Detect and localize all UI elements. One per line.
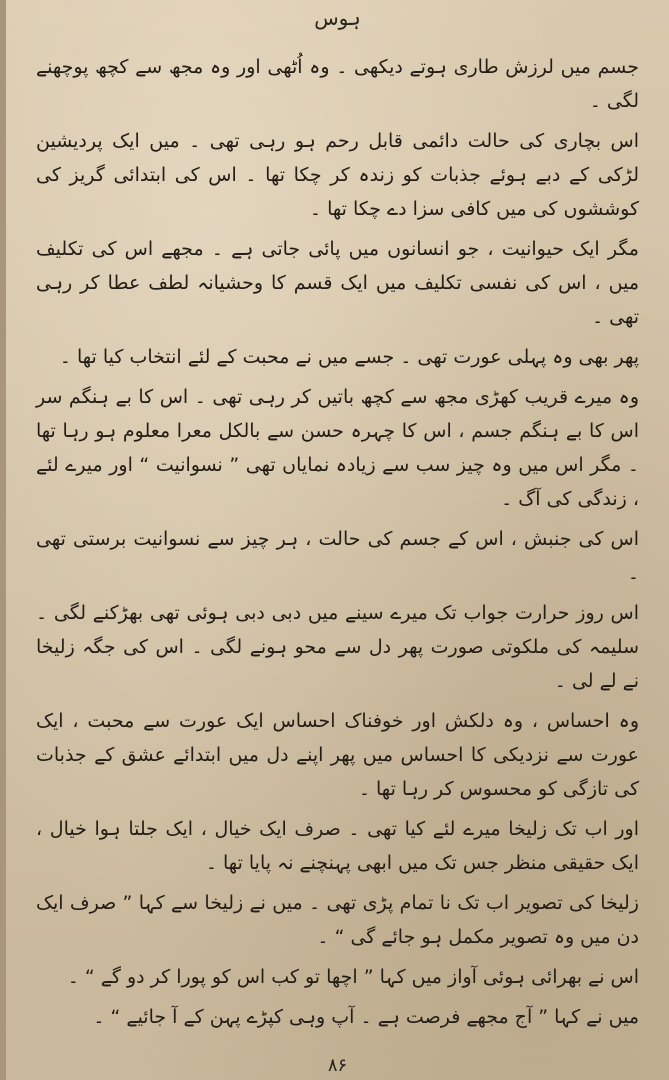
paragraph: اس نے بھرائی ہوئی آواز میں کہا ” اچھا تو کب اس کو پورا کر دو گے “ ۔ xyxy=(67,966,639,988)
paragraph: اور اب تک زلیخا میرے لئے کیا تھی ۔ صرف ایک خیال ، ایک جلتا ہوا خیال ، ایک حقیقی منظر جس تک میں ابھی پہنچنے نہ پایا تھا ۔ xyxy=(36,818,639,874)
paragraph: میں نے کہا ” آج مجھے فرصت ہے ۔ آپ وہی کپڑے پہن کے آ جائیے “ ۔ xyxy=(93,1006,639,1028)
paragraph: وہ میرے قریب کھڑی مجھ سے کچھ باتیں کر رہی تھی ۔ اس کا بے ہنگم سر اس کا بے ہنگم جسم ، اس کا چہرہ حسن سے بالکل معرا معلوم ہو رہا تھا ۔ مگر اس میں وہ چیز سب سے زیادہ نمایاں تھی ” نسوانیت “ اور میرے لئے ، زندگی کی آگ ۔ xyxy=(36,386,639,510)
paragraph: زلیخا کی تصویر اب تک نا تمام پڑی تھی ۔ میں نے زلیخا سے کہا ” صرف ایک دن میں وہ تصویر مکمل ہو جائے گی “ ۔ xyxy=(36,892,639,948)
paragraph: وہ احساس ، وہ دلکش اور خوفناک احساس ایک عورت سے محبت ، ایک عورت سے نزدیکی کا احساس میں پھر اپنے دل میں ابتدائے عشق کے جذبات کی تازگی کو محسوس کر رہا تھا ۔ xyxy=(36,710,639,800)
paragraph: مگر ایک حیوانیت ، جو انسانوں میں پائی جاتی ہے ۔ مجھے اس کی تکلیف میں ، اس کی نفسی تکلیف میں ایک قسم کا وحشیانہ لطف عطا کر رہی تھی ۔ xyxy=(36,238,639,328)
paragraph: جسم میں لرزش طاری ہوتے دیکھی ۔ وہ اُٹھی اور وہ مجھ سے کچھ پوچھنے لگی ۔ xyxy=(36,56,639,112)
paragraph: اس بچاری کی حالت دائمی قابل رحم ہو رہی تھی ۔ میں ایک پردیشین لڑکی کے دبے ہوئے جذبات کو زندہ کر چکا تھا ۔ اس کی ابتدائی گریز کی کوششوں کی میں کافی سزا دے چکا تھا ۔ xyxy=(36,130,639,220)
running-title: ہوس xyxy=(314,6,361,30)
paragraph: اس کی جنبش ، اس کے جسم کی حالت ، ہر چیز سے نسوانیت برستی تھی ۔ xyxy=(36,528,639,584)
page-text-body xyxy=(36,50,639,1040)
paragraph: اس روز حرارت جواب تک میرے سینے میں دبی دبی ہوئی تھی بھڑکنے لگی ۔ سلیمہ کی ملکوتی صورت پھر دل سے محو ہونے لگی ۔ اس کی جگہ زلیخا نے لے لی ۔ xyxy=(36,602,639,692)
page-number: ۸۶ xyxy=(327,1055,348,1076)
paragraph: پھر بھی وہ پہلی عورت تھی ۔ جسے میں نے محبت کے لئے انتخاب کیا تھا ۔ xyxy=(59,346,639,368)
